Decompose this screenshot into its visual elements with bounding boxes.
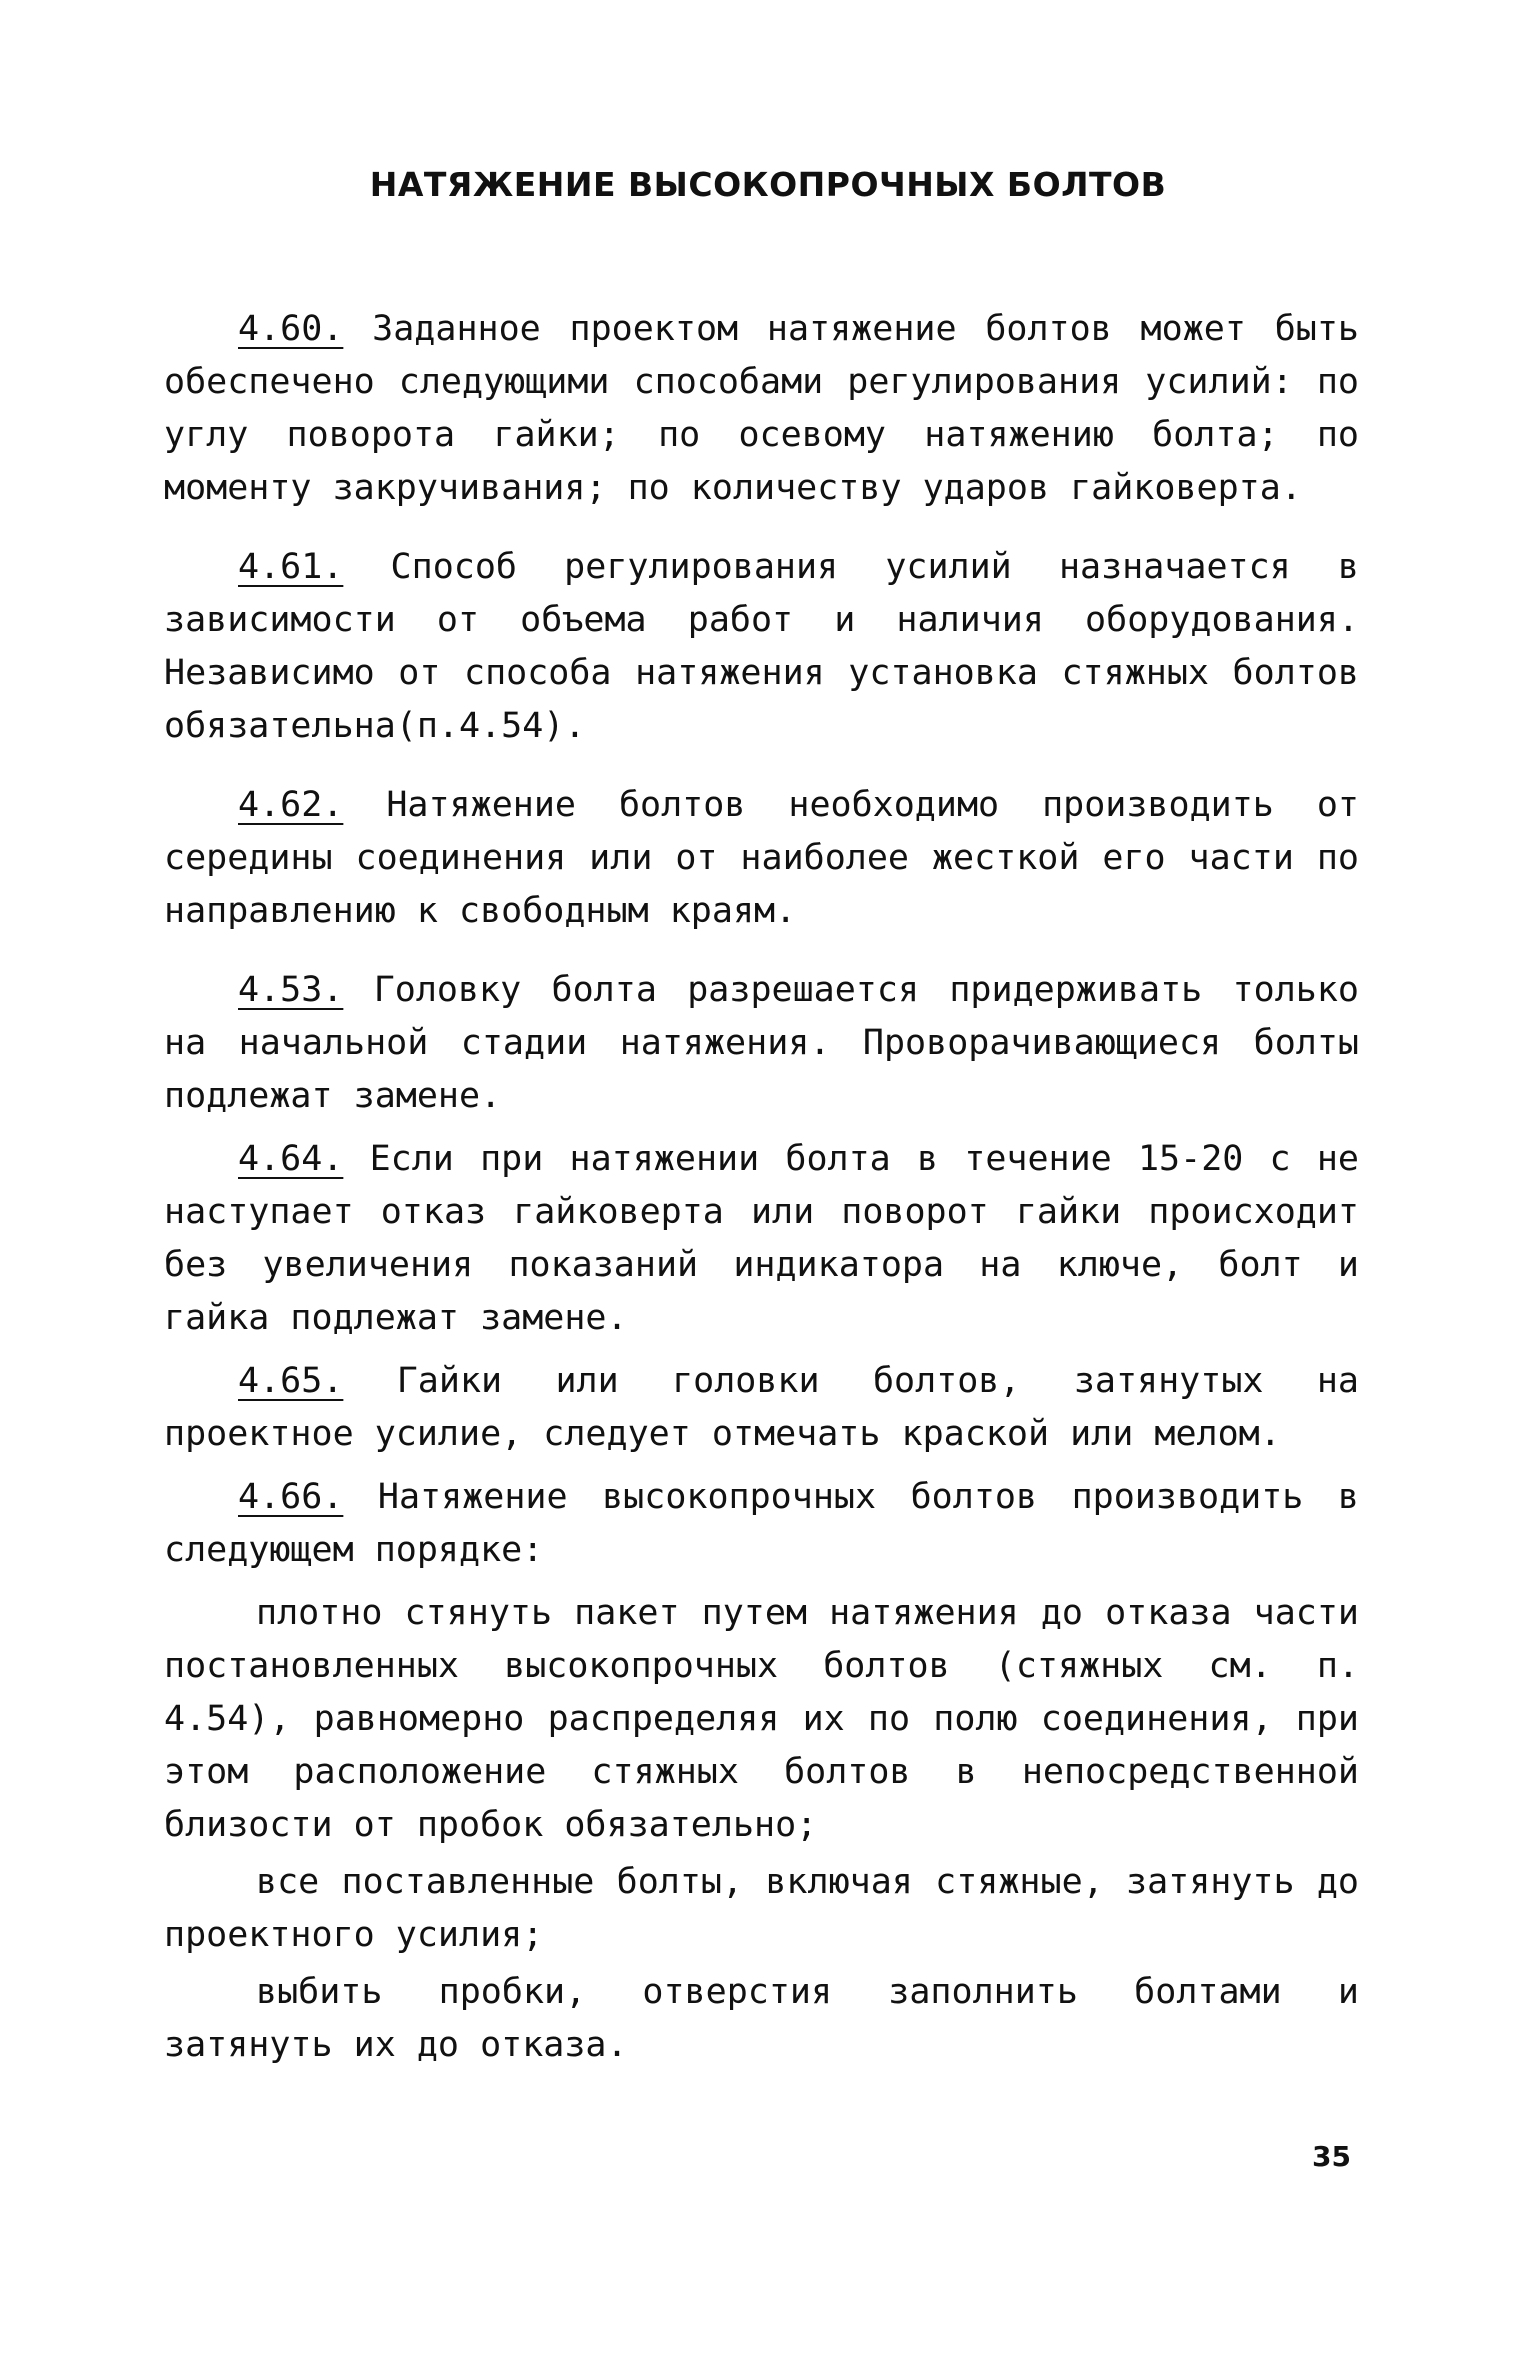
paragraph-text: Способ регулирования усилий назначается в зависимости от объема работ и наличия оборудования. Независимо от способа натяжения установка стяжных болтов обязательна(п.4.54). [164, 547, 1359, 746]
paragraph-4-66 [164, 1471, 1359, 1577]
clause-number: 4.66. [238, 1477, 344, 1517]
paragraph-4-53 [164, 964, 1359, 1123]
clause-number: 4.62. [238, 785, 344, 825]
paragraph-4-65 [164, 1355, 1359, 1461]
paragraph-4-64 [164, 1133, 1359, 1345]
paragraph-text: Если при натяжении болта в течение 15-20 с не наступает отказ гайковерта или поворот гайки происходит без увеличения показаний индикатора на ключе, болт и гайка подлежат замене. [164, 1139, 1359, 1338]
paragraph-4-62 [164, 779, 1359, 938]
paragraph-text: Натяжение болтов необходимо производить от середины соединения или от наиболее жесткой его части по направлению к свободным краям. [164, 785, 1359, 931]
paragraph-4-61 [164, 541, 1359, 753]
step-1: плотно стянуть пакет путем натяжения до отказа части постановленных высокопрочных болтов (стяжных см. п. 4.54), равномерно распределяя их по полю соединения, при этом расположение стяжных болтов в непосредственной близости от пробок обязательно; [164, 1593, 1359, 1845]
paragraph-text: Натяжение высокопрочных болтов производить в следующем порядке: [164, 1477, 1359, 1570]
page-title: НАТЯЖЕНИЕ ВЫСОКОПРОЧНЫХ БОЛТОВ [369, 165, 1167, 204]
document-body [164, 303, 1359, 2076]
page-number: 35 [1312, 2140, 1351, 2173]
paragraph-text: Головку болта разрешается придерживать только на начальной стадии натяжения. Проворачивающиеся болты подлежат замене. [164, 970, 1359, 1116]
clause-number: 4.64. [238, 1139, 344, 1179]
step-2: все поставленные болты, включая стяжные, затянуть до проектного усилия; [164, 1862, 1359, 1955]
clause-number: 4.60. [238, 309, 344, 349]
step-3: выбить пробки, отверстия заполнить болтами и затянуть их до отказа. [164, 1972, 1359, 2065]
clause-number: 4.53. [238, 970, 344, 1010]
paragraph-4-60 [164, 303, 1359, 515]
paragraph-text: Заданное проектом натяжение болтов может быть обеспечено следующими способами регулирования усилий: по углу поворота гайки; по осевому натяжению болта; по моменту закручивания; по количеству ударов гайковерта. [164, 309, 1359, 508]
clause-number: 4.61. [238, 547, 344, 587]
paragraph-text: Гайки или головки болтов, затянутых на проектное усилие, следует отмечать краской или мелом. [164, 1361, 1359, 1454]
clause-number: 4.65. [238, 1361, 344, 1401]
